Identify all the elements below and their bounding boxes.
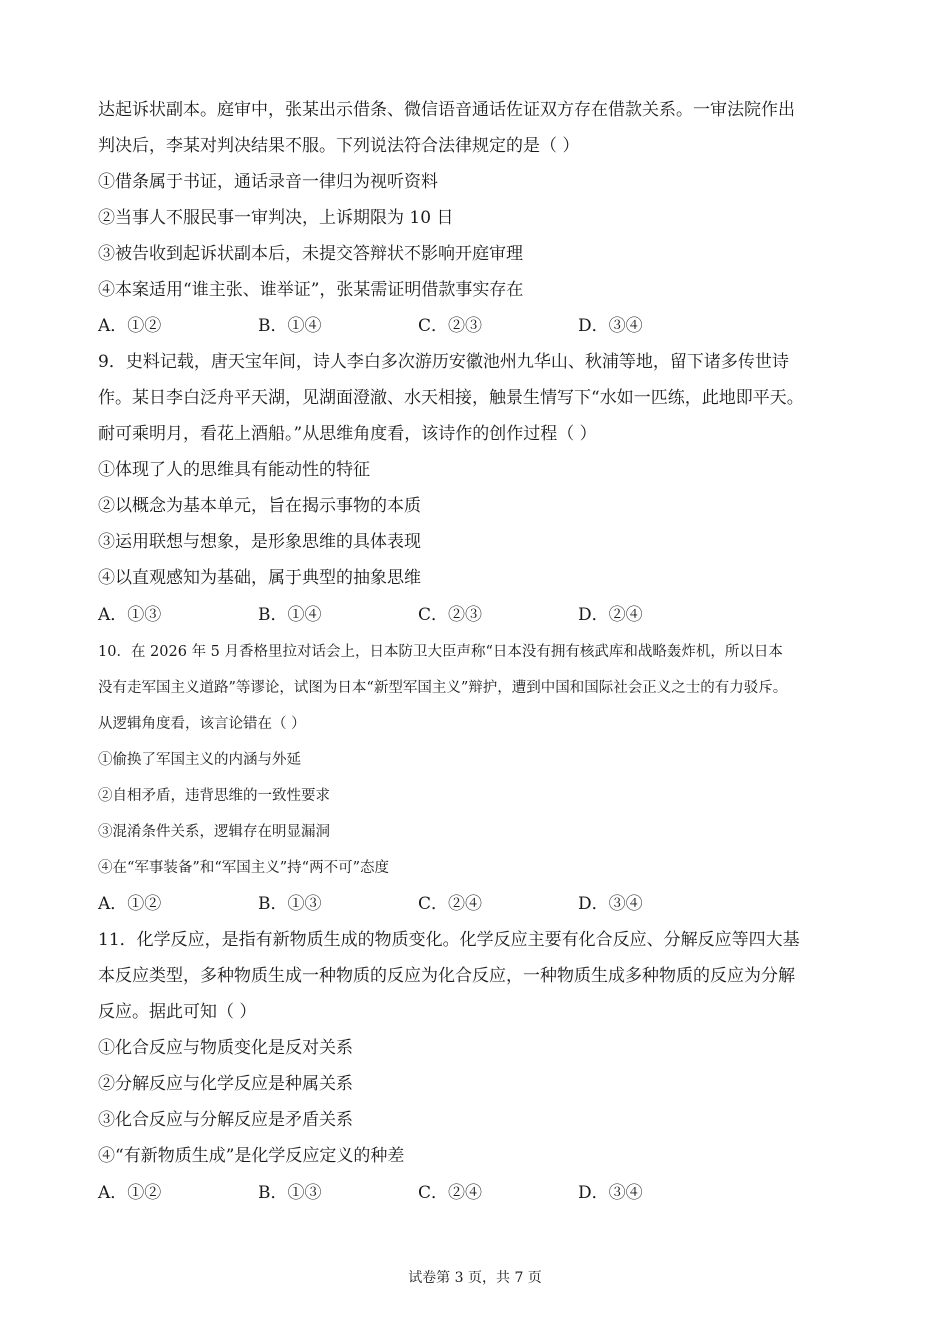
page-footer: 试卷第 3 页，共 7 页 bbox=[408, 1270, 542, 1286]
question-11-statement: ②分解反应与化学反应是种属关系 bbox=[98, 1074, 353, 1094]
option-c[interactable]: C．②④ bbox=[418, 894, 483, 914]
question-8-stem-line: 判决后，李某对判决结果不服。下列说法符合法律规定的是（ ） bbox=[98, 136, 580, 156]
option-b[interactable]: B．①④ bbox=[258, 316, 322, 336]
question-10-stem-line: 从逻辑角度看，该言论错在（ ） bbox=[98, 716, 306, 732]
question-11-stem-line: 本反应类型，多种物质生成一种物质的反应为化合反应，一种物质生成多种物质的反应为分解 bbox=[98, 966, 795, 986]
option-c[interactable]: C．②③ bbox=[418, 605, 483, 625]
question-11-options bbox=[98, 1181, 858, 1205]
question-11-stem-line: 11．化学反应，是指有新物质生成的物质变化。化学反应主要有化合反应、分解反应等四大基 bbox=[98, 930, 800, 950]
question-11-statement: ④“有新物质生成”是化学反应定义的种差 bbox=[98, 1146, 405, 1166]
option-c[interactable]: C．②④ bbox=[418, 1183, 483, 1203]
option-d[interactable]: D．②④ bbox=[578, 605, 643, 625]
option-d[interactable]: D．③④ bbox=[578, 894, 643, 914]
option-a[interactable]: A．①② bbox=[98, 894, 162, 914]
question-11-stem-line: 反应。据此可知（ ） bbox=[98, 1002, 257, 1022]
option-d[interactable]: D．③④ bbox=[578, 316, 643, 336]
question-10-statement: ④在“军事装备”和“军国主义”持“两不可”态度 bbox=[98, 860, 389, 876]
question-9-options bbox=[98, 603, 858, 627]
question-8-options bbox=[98, 314, 858, 338]
question-8-statement: ②当事人不服民事一审判决，上诉期限为 10 日 bbox=[98, 208, 454, 228]
option-b[interactable]: B．①③ bbox=[258, 894, 322, 914]
question-8-statement: ①借条属于书证，通话录音一律归为视听资料 bbox=[98, 172, 438, 192]
question-8-stem-line: 达起诉状副本。庭审中，张某出示借条、微信语音通话佐证双方存在借款关系。一审法院作出 bbox=[98, 100, 795, 120]
question-8-statement: ③被告收到起诉状副本后，未提交答辩状不影响开庭审理 bbox=[98, 244, 523, 264]
question-9-statement: ②以概念为基本单元，旨在揭示事物的本质 bbox=[98, 496, 421, 516]
question-9-stem-line: 耐可乘明月，看花上酒船。”从思维角度看，该诗作的创作过程（ ） bbox=[98, 424, 597, 444]
option-b[interactable]: B．①③ bbox=[258, 1183, 322, 1203]
option-a[interactable]: A．①③ bbox=[98, 605, 162, 625]
option-b[interactable]: B．①④ bbox=[258, 605, 322, 625]
question-9-statement: ④以直观感知为基础，属于典型的抽象思维 bbox=[98, 568, 421, 588]
question-10-options bbox=[98, 892, 858, 916]
option-c[interactable]: C．②③ bbox=[418, 316, 483, 336]
option-a[interactable]: A．①② bbox=[98, 1183, 162, 1203]
question-10-statement: ③混淆条件关系，逻辑存在明显漏洞 bbox=[98, 824, 330, 840]
question-9-stem-line: 作。某日李白泛舟平天湖，见湖面澄澈、水天相接，触景生情写下“水如一匹练，此地即平天。 bbox=[98, 388, 804, 408]
question-10-statement: ②自相矛盾，违背思维的一致性要求 bbox=[98, 788, 330, 804]
question-10-statement: ①偷换了军国主义的内涵与外延 bbox=[98, 752, 301, 768]
question-10-stem-line: 10．在 2026 年 5 月香格里拉对话会上，日本防卫大臣声称“日本没有拥有核武库和战略轰炸机，所以日本 bbox=[98, 644, 783, 660]
question-9-stem-line: 9．史料记载，唐天宝年间，诗人李白多次游历安徽池州九华山、秋浦等地，留下诸多传世诗 bbox=[98, 352, 789, 372]
option-d[interactable]: D．③④ bbox=[578, 1183, 643, 1203]
question-11-statement: ③化合反应与分解反应是矛盾关系 bbox=[98, 1110, 353, 1130]
option-a[interactable]: A．①② bbox=[98, 316, 162, 336]
question-9-statement: ①体现了人的思维具有能动性的特征 bbox=[98, 460, 370, 480]
question-10-stem-line: 没有走军国主义道路”等谬论，试图为日本“新型军国主义”辩护，遭到中国和国际社会正义之士的有力驳斥。 bbox=[98, 680, 788, 696]
question-8-statement: ④本案适用“谁主张、谁举证”，张某需证明借款事实存在 bbox=[98, 280, 524, 300]
question-11-statement: ①化合反应与物质变化是反对关系 bbox=[98, 1038, 353, 1058]
question-9-statement: ③运用联想与想象，是形象思维的具体表现 bbox=[98, 532, 421, 552]
